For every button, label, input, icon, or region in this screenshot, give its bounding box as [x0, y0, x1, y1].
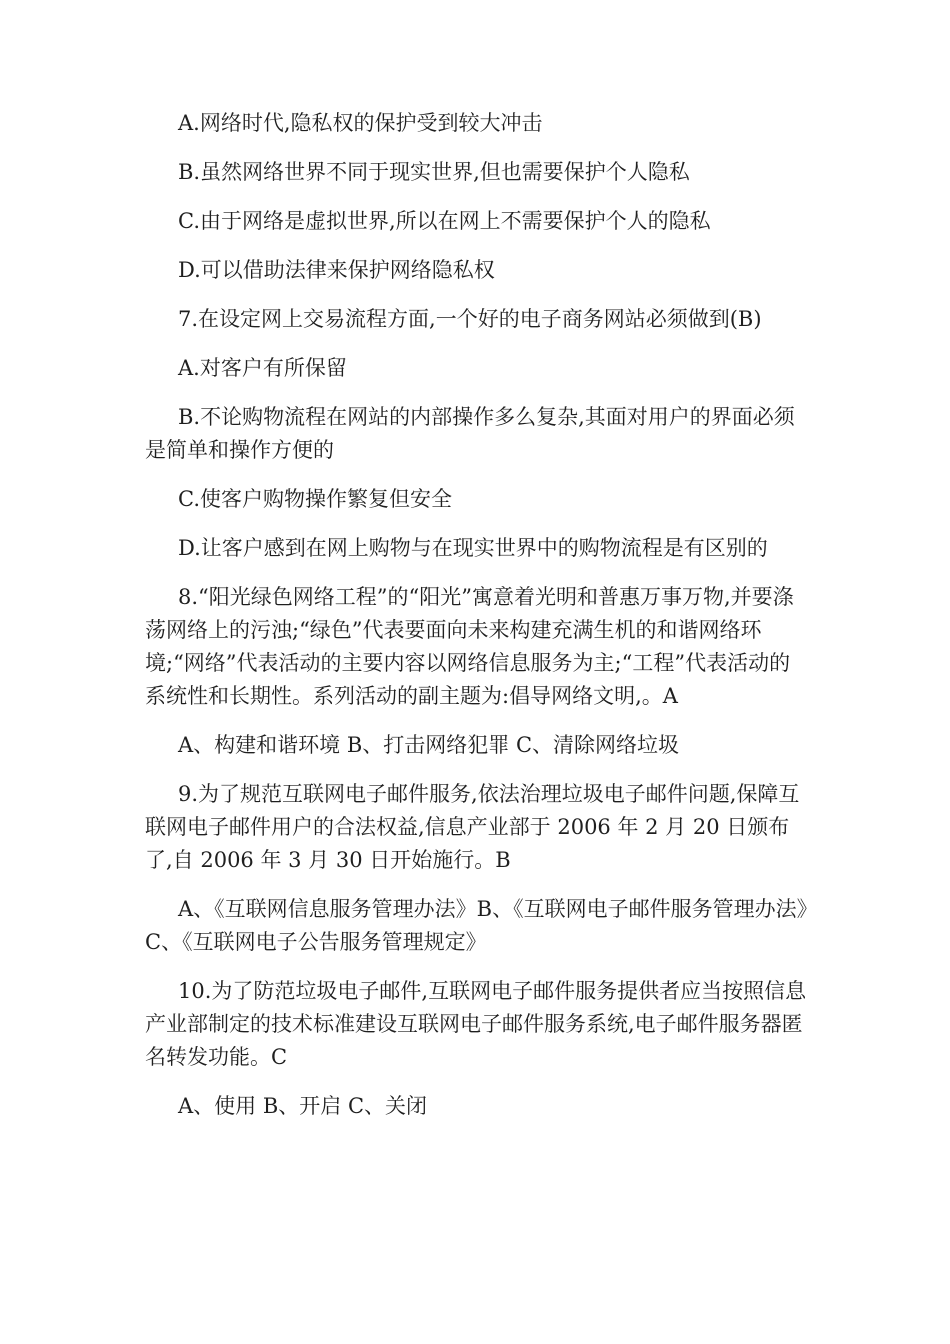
paragraph-options-9: A、《互联网信息服务管理办法》B、《互联网电子邮件服务管理办法》C、《互联网电子公告服务管理规定》	[145, 897, 808, 954]
paragraph-option-6d: D.可以借助法律来保护网络隐私权	[178, 258, 495, 282]
paragraph-option-7d: D.让客户感到在网上购物与在现实世界中的购物流程是有区别的	[178, 536, 768, 560]
paragraph-question-8: 8.“阳光绿色网络工程”的“阳光”寓意着光明和普惠万事万物,并要涤荡网络上的污浊;“绿色”代表要面向未来构建充满生机的和谐网络环境;“网络”代表活动的主要内容以网络信息服务为主;“工程”代表活动的系统性和长期性。系列活动的副主题为:倡导网络文明,。A	[145, 585, 794, 708]
paragraph-option-6b: B.虽然网络世界不同于现实世界,但也需要保护个人隐私	[178, 160, 690, 184]
paragraph-option-7b: B.不论购物流程在网站的内部操作多么复杂,其面对用户的界面必须是简单和操作方便的	[145, 405, 795, 462]
paragraph-option-6a: A.网络时代,隐私权的保护受到较大冲击	[178, 111, 543, 135]
paragraph-options-8: A、构建和谐环境 B、打击网络犯罪 C、清除网络垃圾	[178, 733, 680, 757]
document-body	[145, 107, 810, 1139]
paragraph-question-9: 9.为了规范互联网电子邮件服务,依法治理垃圾电子邮件问题,保障互联网电子邮件用户的合法权益,信息产业部于 2006 年 2 月 20 日颁布了,自 2006 年 3 月 30 日开始施行。B	[145, 782, 800, 872]
paragraph-option-6c: C.由于网络是虚拟世界,所以在网上不需要保护个人的隐私	[178, 209, 711, 233]
paragraph-question-10: 10.为了防范垃圾电子邮件,互联网电子邮件服务提供者应当按照信息产业部制定的技术标准建设互联网电子邮件服务系统,电子邮件服务器匿名转发功能。C	[145, 979, 807, 1069]
paragraph-question-7: 7.在设定网上交易流程方面,一个好的电子商务网站必须做到(B)	[178, 307, 762, 331]
paragraph-option-7c: C.使客户购物操作繁复但安全	[178, 487, 452, 511]
paragraph-options-10: A、使用 B、开启 C、关闭	[178, 1094, 428, 1118]
paragraph-option-7a: A.对客户有所保留	[178, 356, 347, 380]
